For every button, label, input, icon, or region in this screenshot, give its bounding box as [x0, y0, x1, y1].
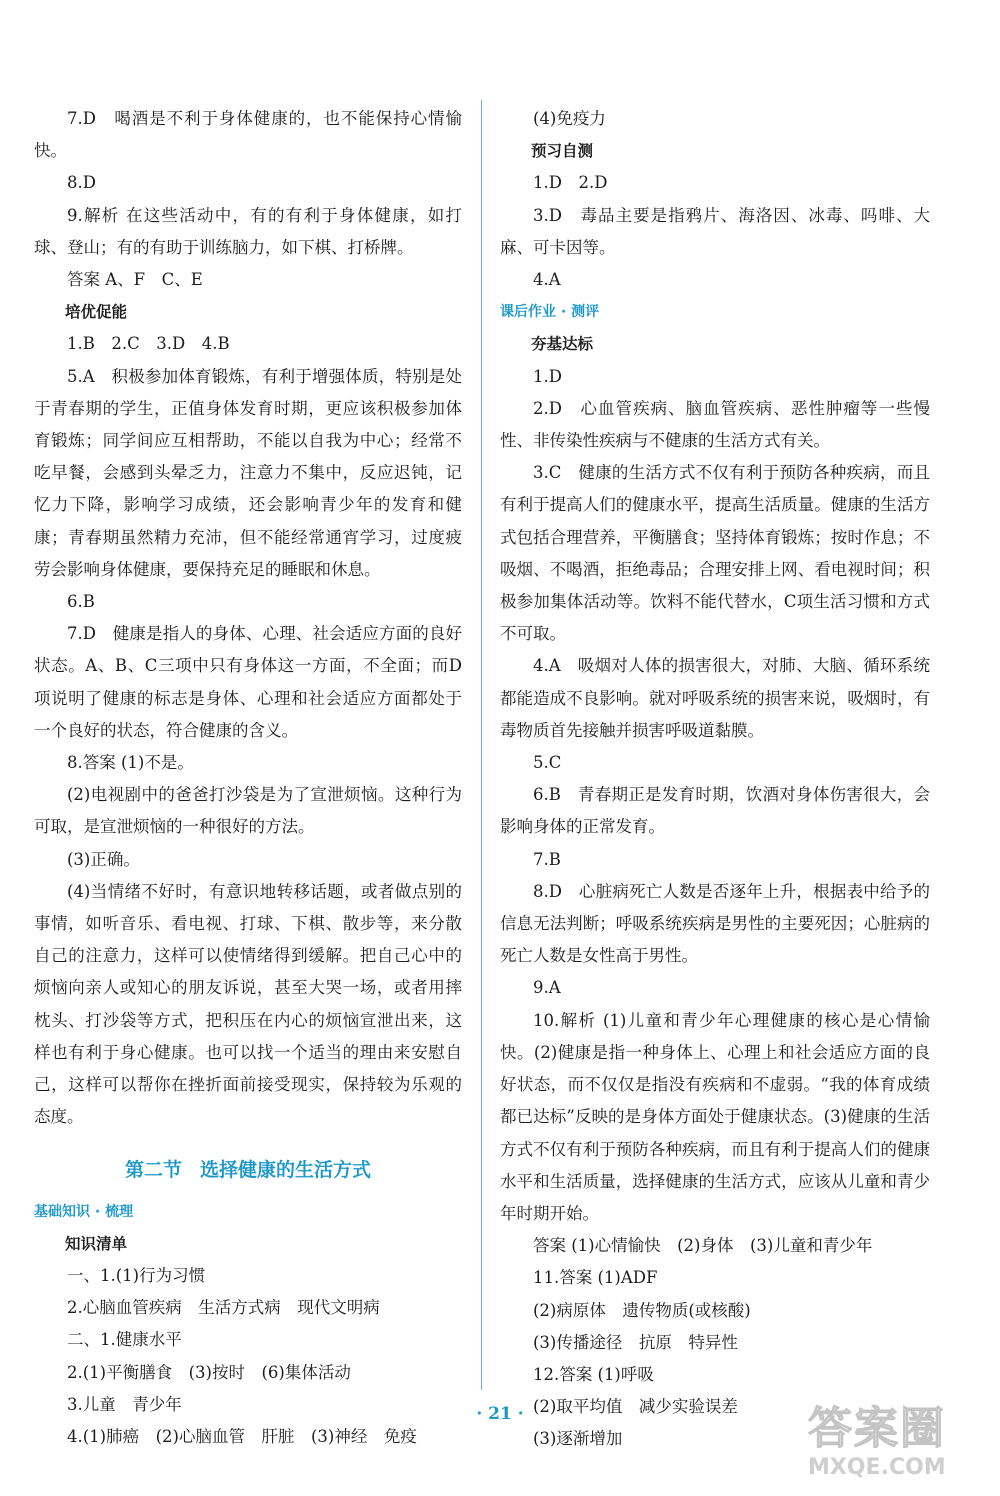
subsection-preview-test: 预习自测 — [531, 142, 594, 161]
column-divider — [481, 100, 482, 1390]
subsection-knowledge-list: 知识清单 — [65, 1234, 128, 1253]
homework-answer-12-part: (2)取平均值 减少实验误差 — [533, 1397, 738, 1417]
homework-answer-10-analysis: 10.解析 (1)儿童和青少年心理健康的核心是心情愉快。(2)健康是指一种身体上、心理上和社会适应方面的良好状态，而不仅仅是指没有疾病和不虚弱。“我的体育成绩都已达标”反映的是身体方面处于健康状态。(3)健康的生活方式不仅有利于预防各种疾病，而且有利于提高人们的健康水平和生活质量，选择健康的生活方式，应该从儿童和青少年时期开始。 — [500, 1010, 930, 1223]
homework-answer-8: 8.D 心脏病死亡人数是否逐年上升，根据表中给予的信息无法判断；呼吸系统疾病是男性的主要死因；心脏病的死亡人数是女性高于男性。 — [500, 881, 930, 966]
chapter-number: 第二节 — [124, 1158, 182, 1181]
homework-answer-4: 4.A 吸烟对人体的损害很大，对肺、大脑、循环系统都能造成不良影响。就对呼吸系统的损害来说，吸烟时，有毒物质首先接触并损害呼吸道黏膜。 — [500, 656, 930, 740]
homework-answer-11-part: (3)传播途径 抗原 特异性 — [533, 1332, 738, 1352]
watermark-logo — [808, 1404, 994, 1490]
page-number: · 21 · — [476, 1404, 524, 1424]
chapter-title — [34, 1154, 462, 1186]
answer-8-part3: (3)正确。 — [67, 849, 140, 869]
preview-answer-4: 4.A — [533, 270, 561, 290]
knowledge-item: 一、1.(1)行为习惯 — [67, 1265, 206, 1285]
homework-answer-1: 1.D — [533, 366, 562, 386]
homework-answer-12: 12.答案 (1)呼吸 — [533, 1364, 654, 1384]
chapter-name: 选择健康的生活方式 — [200, 1158, 372, 1181]
knowledge-item: (4)免疫力 — [533, 109, 606, 128]
right-column — [500, 103, 930, 1456]
knowledge-item: 2.(1)平衡膳食 (3)按时 (6)集体活动 — [67, 1362, 351, 1382]
answer-8-part2: (2)电视剧中的爸爸打沙袋是为了宣泄烦恼。这种行为可取，是宣泄烦恼的一种很好的方法。 — [34, 785, 462, 837]
preview-answers-1-2: 1.D 2.D — [533, 173, 608, 193]
answer-7: 7.D 喝酒是不利于身体健康的，也不能保持心情愉快。 — [34, 109, 462, 161]
knowledge-item: 2.心脑血管疾病 生活方式病 现代文明病 — [67, 1298, 380, 1318]
homework-answer-11-part: (2)病原体 遗传物质(或核酸) — [533, 1300, 751, 1320]
homework-answer-9: 9.A — [533, 978, 561, 998]
answer-9-analysis: 9.解析 在这些活动中，有的有利于身体健康，如打球、登山；有的有助于训练脑力，如下棋、打桥牌。 — [34, 205, 462, 257]
answer-8: 8.D — [67, 173, 96, 193]
answer-8-part1: 8.答案 (1)不是。 — [67, 753, 194, 773]
answer-6: 6.B — [67, 592, 95, 612]
homework-answer-11: 11.答案 (1)ADF — [533, 1268, 658, 1288]
knowledge-item: 4.(1)肺癌 (2)心脑血管 肝脏 (3)神经 免疫 — [67, 1426, 417, 1446]
subsection-peiyou: 培优促能 — [65, 303, 128, 322]
preview-answer-3: 3.D 毒品主要是指鸦片、海洛因、冰毒、吗啡、大麻、可卡因等。 — [500, 205, 930, 257]
section-basic-knowledge: 基础知识 · 梳理 — [34, 1203, 134, 1220]
watermark-url: MXQE.COM — [808, 1455, 946, 1480]
homework-answer-7: 7.B — [533, 849, 561, 869]
watermark-logo-text: 答案圈 — [808, 1403, 946, 1454]
homework-answer-12-part: (3)逐渐增加 — [533, 1429, 623, 1449]
homework-answer-2: 2.D 心血管疾病、脑血管疾病、恶性肿瘤等一些慢性、非传染性疾病与不健康的生活方式有关。 — [500, 398, 930, 451]
section-homework: 课后作业 · 测评 — [500, 304, 600, 321]
left-column — [34, 103, 462, 1453]
answers-1-4: 1.B 2.C 3.D 4.B — [67, 334, 230, 354]
knowledge-item: 二、1.健康水平 — [67, 1330, 182, 1350]
homework-answer-10-key: 答案 (1)心情愉快 (2)身体 (3)儿童和青少年 — [533, 1236, 873, 1256]
homework-answer-6: 6.B 青春期正是发育时期，饮酒对身体伤害很大，会影响身体的正常发育。 — [500, 785, 930, 837]
homework-answer-3: 3.C 健康的生活方式不仅有利于预防各种疾病，而且有利于提高人们的健康水平，提高生活质量。健康的生活方式包括合理营养，平衡膳食；坚持体育锻炼；按时作息；不吸烟、不喝酒，拒绝毒品；合理安排上网、看电视时间；积极参加集体活动等。饮料不能代替水，C项生活习惯和方式不可取。 — [500, 463, 930, 644]
answer-5: 5.A 积极参加体育锻炼，有利于增强体质，特别是处于青春期的学生，正值身体发育时期，更应该积极参加体育锻炼；同学间应互相帮助，不能以自我为中心；经常不吃早餐，会感到头晕乏力，注意力不集中，反应迟钝，记忆力下降，影响学习成绩，还会影响青少年的发育和健康；青春期虽然精力充沛，但不能经常通宵学习，过度疲劳会影响身体健康，要保持充足的睡眠和休息。 — [34, 366, 462, 579]
knowledge-item: 3.儿童 青少年 — [67, 1394, 182, 1414]
answer-9-key: 答案 A、F C、E — [67, 270, 203, 290]
answer-8-part4: (4)当情绪不好时，有意识地转移话题，或者做点别的事情，如听音乐、看电视、打球、下棋、散步等，来分散自己的注意力，这样可以使情绪得到缓解。把自己心中的烦恼向亲人或知心的朋友诉说，甚至大哭一场，或者用摔枕头、打沙袋等方式，把积压在内心的烦恼宣泄出来，这样也有利于身心健康。也可以找一个适当的理由来安慰自己，这样可以帮你在挫折面前接受现实，保持较为乐观的态度。 — [34, 881, 462, 1127]
subsection-basic-goals: 夯基达标 — [531, 335, 594, 354]
homework-answer-5: 5.C — [533, 753, 562, 773]
answer-7b: 7.D 健康是指人的身体、心理、社会适应方面的良好状态。A、B、C三项中只有身体这一方面，不全面；而D项说明了健康的标志是身体、心理和社会适应方面都处于一个良好的状态，符合健康的含义。 — [34, 624, 462, 740]
